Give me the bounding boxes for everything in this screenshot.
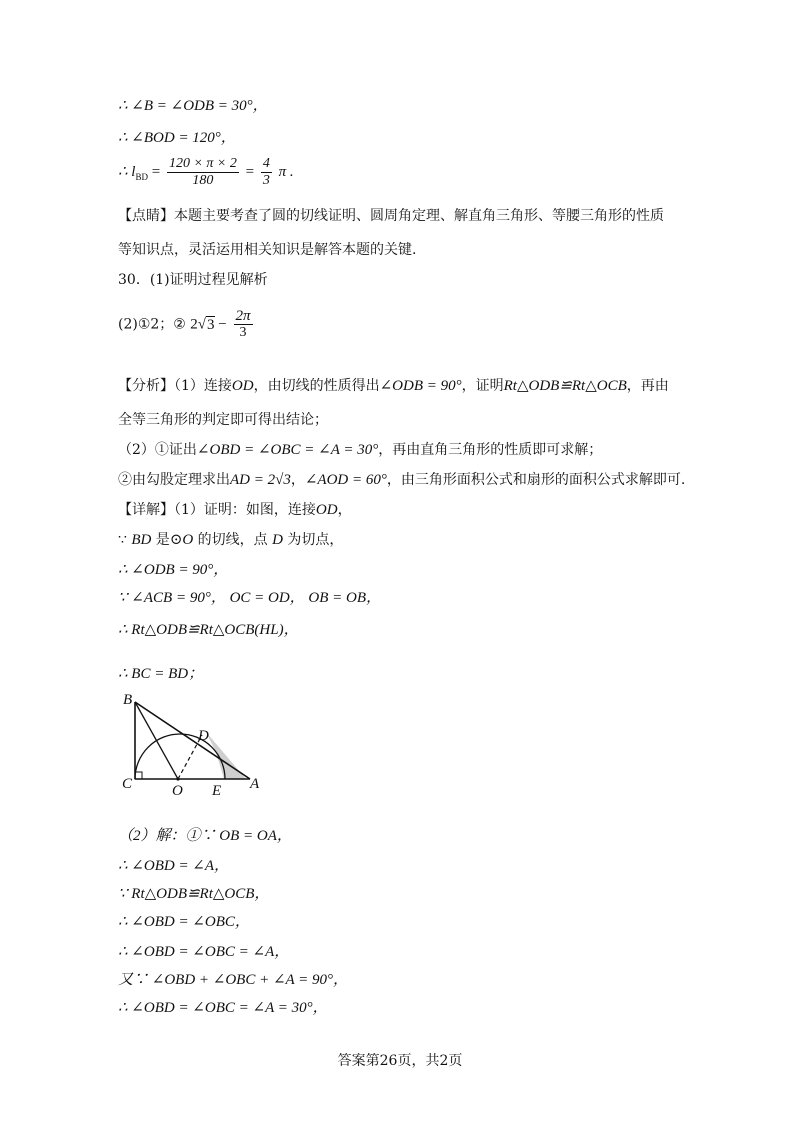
text-tangent: 的切线，点 <box>193 532 273 548</box>
fraction-denominator-2: 3 <box>262 173 270 188</box>
fraction-numerator-3: 2π <box>235 308 251 324</box>
segment-bd: BD <box>131 532 152 548</box>
line-8-analysis <box>118 376 669 396</box>
detail-label: 【详解】（1）证明：如图，连接 <box>118 502 316 518</box>
fraction-numerator: 120 × π × 2 <box>168 156 237 171</box>
line-6-question-30: 30．(1)证明过程见解析 <box>118 272 268 288</box>
therefore-symbol: ∴ <box>118 163 132 180</box>
line-10 <box>118 440 602 460</box>
line-16: ∴ Rt△ODB≌Rt△OCB(HL)， <box>118 622 299 638</box>
line-17: ∴ BC = BD； <box>118 666 204 682</box>
line-22: ∴ ∠OBD = ∠OBC = ∠A， <box>118 944 290 960</box>
part-2-label: （2）①证出 <box>118 442 197 458</box>
line-18: （2）解：①∵ OB = OA， <box>118 828 292 844</box>
line-19: ∴ ∠OBD = ∠A， <box>118 858 230 874</box>
line-12 <box>118 500 352 520</box>
page-footer: 答案第26页，共2页 <box>337 1053 463 1069</box>
line-5: 等知识点，灵活运用相关知识是解答本题的关键. <box>118 242 417 258</box>
angle-odb: ∠ODB = 90° <box>379 378 462 394</box>
point-d: D <box>272 532 283 548</box>
label-a: A <box>250 776 260 792</box>
circle-o: ⊙O <box>169 532 194 548</box>
text-tangent-point: 为切点， <box>282 532 344 548</box>
text-is: 是 <box>151 532 170 548</box>
arc-length-subscript: BD <box>135 171 148 182</box>
point-o-dot <box>176 777 179 780</box>
line-13 <box>118 530 343 550</box>
fraction-result <box>261 156 272 189</box>
line-7-answer <box>118 308 256 341</box>
comma: ， <box>290 472 305 488</box>
coefficient: 2 <box>190 316 198 333</box>
segment-od-2: OD <box>315 502 338 518</box>
area-text: ，由三角形面积公式和扇形的面积公式求解即可. <box>386 472 686 488</box>
angle-equality: ∠OBD = ∠OBC = ∠A = 30° <box>196 442 379 458</box>
line-15: ∵ ∠ACB = 90°， OC = OD， OB = OB， <box>118 590 382 606</box>
line-24: ∴ ∠OBD = ∠OBC = ∠A = 30°， <box>118 1000 328 1016</box>
answer-prefix: (2)①2；② <box>118 316 186 333</box>
fraction-answer <box>234 308 253 341</box>
sqrt-symbol: √ <box>197 316 207 333</box>
arc-length-symbol: l <box>131 163 136 180</box>
angle-aod: ∠AOD = 60° <box>304 472 387 488</box>
line-1: ∴ ∠B = ∠ODB = 30°， <box>118 98 268 114</box>
pi-tail: π . <box>278 163 294 180</box>
line-3-arc-length: ∴ $l_{BD}$ = $\frac{120 \times \pi \times 2}{180}$ = $\frac{4}{3}$ π . <box>118 156 294 188</box>
fraction-denominator: 180 <box>192 173 214 188</box>
label-o: O <box>172 783 183 799</box>
fraction-numerator-2: 4 <box>262 156 270 171</box>
right-angle-mark <box>135 772 142 779</box>
analysis-text: ，由切线的性质得出 <box>253 378 380 394</box>
line-21: ∴ ∠OBD = ∠OBC， <box>118 914 250 930</box>
segment-bo <box>135 702 178 779</box>
line-14: ∴ ∠ODB = 90°， <box>118 562 229 578</box>
part-2-text: ，再由直角三角形的性质即可求解； <box>378 442 603 458</box>
analysis-text-3: ，再由 <box>626 378 669 394</box>
fraction-denominator-3: 3 <box>239 325 247 340</box>
label-d: D <box>198 728 209 744</box>
segment-ba <box>135 702 250 779</box>
radicand: 3 <box>207 316 215 333</box>
equals-sign: = <box>245 163 258 180</box>
line-20: ∵ Rt△ODB≌Rt△OCB， <box>118 886 270 902</box>
because-symbol: ∵ <box>118 532 132 548</box>
line-4-comment: 【点睛】本题主要考查了圆的切线证明、圆周角定理、解直角三角形、等腰三角形的性质 <box>118 208 664 224</box>
analysis-text-2: ，证明 <box>461 378 504 394</box>
congruence: Rt△ODB≌Rt△OCB <box>503 378 627 394</box>
minus-sign: − <box>214 316 231 333</box>
geometry-figure <box>110 688 280 800</box>
segment-od: OD <box>231 378 254 394</box>
comma-2: ， <box>337 502 352 518</box>
label-b: B <box>123 692 133 708</box>
analysis-label: 【分析】（1）连接 <box>118 378 232 394</box>
line-2: ∴ ∠BOD = 120°， <box>118 130 236 146</box>
fraction-arc <box>167 156 239 189</box>
line-23: 又∵ ∠OBD + ∠OBC + ∠A = 90°， <box>118 972 349 988</box>
pythagoras-text: ②由勾股定理求出 <box>118 472 230 488</box>
label-c: C <box>122 776 133 792</box>
ad-length: AD = 2√3 <box>230 472 291 488</box>
label-e: E <box>212 783 222 799</box>
line-11 <box>118 470 685 490</box>
line-9: 全等三角形的判定即可得出结论； <box>118 412 328 428</box>
